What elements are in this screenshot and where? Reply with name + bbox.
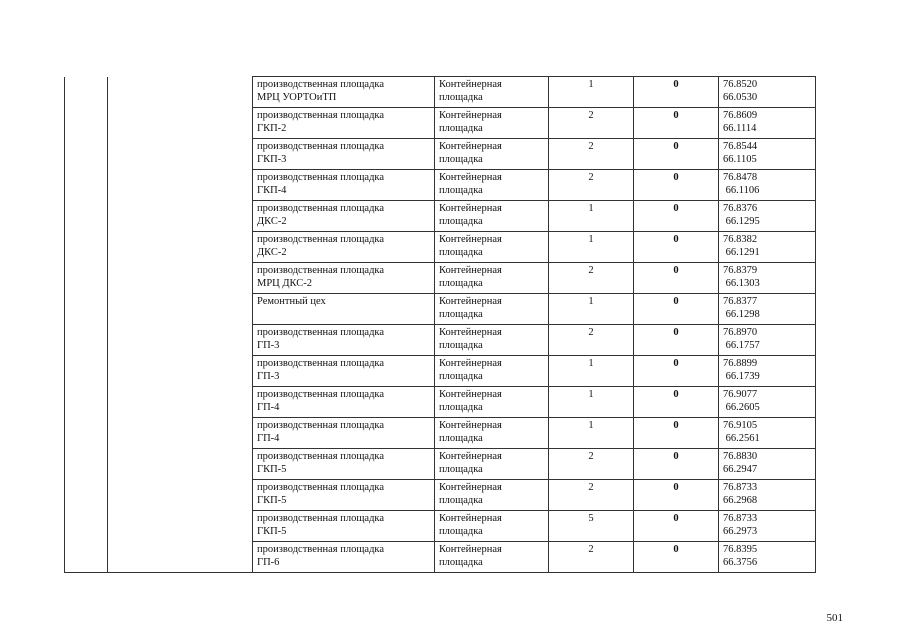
site-type-cell <box>435 387 549 418</box>
site-name-cell <box>253 480 435 511</box>
site-name-line: ДКС-2 <box>257 247 287 258</box>
waste-sites-table <box>64 76 816 573</box>
site-type-line: площадка <box>439 92 483 103</box>
site-name-line: МРЦ ДКС-2 <box>257 278 313 289</box>
empty-cell <box>108 201 253 232</box>
site-type-line: площадка <box>439 154 483 165</box>
coordinate-line: 66.1739 <box>723 371 760 382</box>
site-type-cell <box>435 201 549 232</box>
table-row <box>65 542 816 573</box>
empty-cell <box>108 542 253 573</box>
table-row <box>65 139 816 170</box>
coordinates-cell <box>719 449 816 480</box>
site-type-cell <box>435 294 549 325</box>
table-row <box>65 418 816 449</box>
coordinate-line: 66.1303 <box>723 278 760 289</box>
site-type-cell <box>435 449 549 480</box>
table-row <box>65 480 816 511</box>
empty-cell <box>108 294 253 325</box>
empty-cell <box>65 170 108 201</box>
coordinate-line: 76.8520 <box>723 79 758 90</box>
coordinate-line: 66.2605 <box>723 402 760 413</box>
site-type-cell <box>435 356 549 387</box>
table-row <box>65 170 816 201</box>
site-type-line: Контейнерная <box>439 234 502 245</box>
zero-value-cell: 0 <box>634 294 719 325</box>
zero-value-cell: 0 <box>634 170 719 201</box>
empty-cell <box>65 201 108 232</box>
site-type-line: площадка <box>439 123 483 134</box>
site-name-line: производственная площадка <box>257 234 385 245</box>
site-name-line: ГП-6 <box>257 557 280 568</box>
site-name-line: производственная площадка <box>257 358 385 369</box>
empty-cell <box>108 511 253 542</box>
site-name-cell <box>253 201 435 232</box>
empty-cell <box>65 232 108 263</box>
zero-value-cell: 0 <box>634 449 719 480</box>
site-name-line: ДКС-2 <box>257 216 287 227</box>
site-type-line: Контейнерная <box>439 420 502 431</box>
table-row <box>65 201 816 232</box>
empty-cell <box>108 108 253 139</box>
empty-cell <box>65 108 108 139</box>
coordinates-cell <box>719 325 816 356</box>
site-name-cell <box>253 77 435 108</box>
coordinate-line: 66.1298 <box>723 309 760 320</box>
site-name-line: ГП-4 <box>257 433 280 444</box>
zero-value-cell: 0 <box>634 480 719 511</box>
coordinate-line: 76.9105 <box>723 420 758 431</box>
site-name-line: производственная площадка <box>257 389 385 400</box>
site-name-line: производственная площадка <box>257 482 385 493</box>
zero-value-cell: 0 <box>634 201 719 232</box>
zero-value-cell: 0 <box>634 139 719 170</box>
coordinates-cell <box>719 418 816 449</box>
site-type-line: площадка <box>439 433 483 444</box>
site-name-cell <box>253 325 435 356</box>
site-type-line: площадка <box>439 402 483 413</box>
site-type-cell <box>435 263 549 294</box>
site-name-cell <box>253 139 435 170</box>
site-type-cell <box>435 170 549 201</box>
zero-value-cell: 0 <box>634 511 719 542</box>
site-type-cell <box>435 232 549 263</box>
site-type-line: Контейнерная <box>439 451 502 462</box>
container-count-cell: 2 <box>549 480 634 511</box>
zero-value-cell: 0 <box>634 77 719 108</box>
site-type-line: Контейнерная <box>439 389 502 400</box>
site-type-line: площадка <box>439 185 483 196</box>
site-type-line: Контейнерная <box>439 327 502 338</box>
empty-cell <box>108 325 253 356</box>
coordinate-line: 66.2947 <box>723 464 758 475</box>
site-name-cell <box>253 170 435 201</box>
container-count-cell: 1 <box>549 356 634 387</box>
table-row <box>65 511 816 542</box>
table-row <box>65 232 816 263</box>
page-number: 501 <box>826 612 843 624</box>
zero-value-cell: 0 <box>634 387 719 418</box>
coordinate-line: 76.8733 <box>723 513 758 524</box>
container-count-cell: 2 <box>549 263 634 294</box>
site-name-line: производственная площадка <box>257 513 385 524</box>
coordinates-cell <box>719 356 816 387</box>
zero-value-cell: 0 <box>634 542 719 573</box>
empty-cell <box>108 139 253 170</box>
coordinate-line: 66.1295 <box>723 216 760 227</box>
container-count-cell: 2 <box>549 542 634 573</box>
coordinates-cell <box>719 263 816 294</box>
empty-cell <box>108 232 253 263</box>
site-type-line: площадка <box>439 464 483 475</box>
empty-cell <box>65 139 108 170</box>
site-type-cell <box>435 542 549 573</box>
site-name-line: производственная площадка <box>257 141 385 152</box>
container-count-cell: 1 <box>549 232 634 263</box>
site-type-line: Контейнерная <box>439 296 502 307</box>
empty-cell <box>108 480 253 511</box>
site-type-line: Контейнерная <box>439 203 502 214</box>
site-name-cell <box>253 418 435 449</box>
site-name-line: производственная площадка <box>257 420 385 431</box>
site-type-line: площадка <box>439 309 483 320</box>
site-type-cell <box>435 139 549 170</box>
site-name-line: Ремонтный цех <box>257 296 326 307</box>
container-count-cell: 2 <box>549 170 634 201</box>
empty-cell <box>65 418 108 449</box>
container-count-cell: 2 <box>549 325 634 356</box>
site-name-line: производственная площадка <box>257 79 385 90</box>
site-type-line: Контейнерная <box>439 482 502 493</box>
empty-cell <box>65 542 108 573</box>
coordinate-line: 66.2973 <box>723 526 758 537</box>
site-name-line: ГКП-2 <box>257 123 287 134</box>
site-type-line: площадка <box>439 340 483 351</box>
site-name-cell <box>253 449 435 480</box>
coordinate-line: 76.8376 <box>723 203 758 214</box>
zero-value-cell: 0 <box>634 263 719 294</box>
coordinates-cell <box>719 108 816 139</box>
table-row <box>65 356 816 387</box>
site-type-cell <box>435 77 549 108</box>
site-type-cell <box>435 511 549 542</box>
coordinates-cell <box>719 542 816 573</box>
site-name-cell <box>253 108 435 139</box>
coordinate-line: 66.2561 <box>723 433 760 444</box>
site-type-line: площадка <box>439 371 483 382</box>
empty-cell <box>108 418 253 449</box>
empty-cell <box>65 480 108 511</box>
site-type-line: Контейнерная <box>439 172 502 183</box>
site-name-cell <box>253 263 435 294</box>
empty-cell <box>108 356 253 387</box>
coordinate-line: 76.8478 <box>723 172 758 183</box>
site-name-line: МРЦ УОРТОиТП <box>257 92 337 103</box>
site-type-line: Контейнерная <box>439 141 502 152</box>
site-type-line: площадка <box>439 247 483 258</box>
site-type-line: Контейнерная <box>439 513 502 524</box>
coordinate-line: 76.8733 <box>723 482 758 493</box>
site-type-line: Контейнерная <box>439 265 502 276</box>
coordinate-line: 76.8970 <box>723 327 758 338</box>
empty-cell <box>108 449 253 480</box>
table-row <box>65 108 816 139</box>
coordinate-line: 66.1105 <box>723 154 757 165</box>
site-name-cell <box>253 542 435 573</box>
site-type-line: Контейнерная <box>439 544 502 555</box>
site-name-line: ГКП-5 <box>257 464 287 475</box>
coordinates-cell <box>719 77 816 108</box>
table-body <box>65 77 816 573</box>
coordinate-line: 76.8377 <box>723 296 758 307</box>
table-row <box>65 387 816 418</box>
coordinates-cell <box>719 511 816 542</box>
site-name-line: производственная площадка <box>257 203 385 214</box>
site-type-line: площадка <box>439 495 483 506</box>
empty-cell <box>65 294 108 325</box>
table-row <box>65 77 816 108</box>
empty-cell <box>65 263 108 294</box>
empty-cell <box>108 170 253 201</box>
coordinates-cell <box>719 201 816 232</box>
coordinate-line: 76.8379 <box>723 265 758 276</box>
coordinate-line: 66.0530 <box>723 92 758 103</box>
empty-cell <box>65 356 108 387</box>
coordinate-line: 76.8382 <box>723 234 758 245</box>
site-name-cell <box>253 387 435 418</box>
site-type-line: площадка <box>439 216 483 227</box>
coordinate-line: 66.1114 <box>723 123 757 134</box>
site-type-cell <box>435 480 549 511</box>
coordinates-cell <box>719 139 816 170</box>
coordinate-line: 76.8830 <box>723 451 758 462</box>
site-name-line: производственная площадка <box>257 327 385 338</box>
empty-cell <box>108 263 253 294</box>
container-count-cell: 1 <box>549 201 634 232</box>
empty-cell <box>108 77 253 108</box>
coordinates-cell <box>719 480 816 511</box>
table-row <box>65 449 816 480</box>
container-count-cell: 1 <box>549 294 634 325</box>
empty-cell <box>65 449 108 480</box>
site-name-line: производственная площадка <box>257 110 385 121</box>
table-row <box>65 263 816 294</box>
site-name-cell <box>253 294 435 325</box>
site-type-line: Контейнерная <box>439 79 502 90</box>
zero-value-cell: 0 <box>634 418 719 449</box>
site-name-line: производственная площадка <box>257 451 385 462</box>
zero-value-cell: 0 <box>634 356 719 387</box>
table-row <box>65 294 816 325</box>
coordinate-line: 66.1106 <box>723 185 760 196</box>
container-count-cell: 2 <box>549 449 634 480</box>
site-name-line: ГКП-4 <box>257 185 287 196</box>
coordinate-line: 66.1291 <box>723 247 760 258</box>
empty-cell <box>65 77 108 108</box>
container-count-cell: 1 <box>549 77 634 108</box>
site-name-line: производственная площадка <box>257 265 385 276</box>
container-count-cell: 5 <box>549 511 634 542</box>
site-type-line: площадка <box>439 557 483 568</box>
container-count-cell: 1 <box>549 387 634 418</box>
coordinates-cell <box>719 387 816 418</box>
empty-cell <box>65 511 108 542</box>
site-name-line: ГКП-5 <box>257 495 287 506</box>
zero-value-cell: 0 <box>634 108 719 139</box>
site-name-cell <box>253 232 435 263</box>
site-name-cell <box>253 511 435 542</box>
table-row <box>65 325 816 356</box>
empty-cell <box>65 325 108 356</box>
coordinate-line: 66.1757 <box>723 340 760 351</box>
coordinate-line: 76.9077 <box>723 389 758 400</box>
site-name-line: ГП-4 <box>257 402 280 413</box>
site-name-line: ГП-3 <box>257 371 280 382</box>
site-name-line: производственная площадка <box>257 544 385 555</box>
coordinates-cell <box>719 170 816 201</box>
site-type-cell <box>435 325 549 356</box>
site-name-line: ГКП-3 <box>257 154 287 165</box>
coordinate-line: 76.8609 <box>723 110 758 121</box>
site-type-line: Контейнерная <box>439 358 502 369</box>
site-type-line: площадка <box>439 526 483 537</box>
site-name-line: производственная площадка <box>257 172 385 183</box>
coordinate-line: 66.3756 <box>723 557 758 568</box>
site-type-cell <box>435 418 549 449</box>
coordinate-line: 76.8899 <box>723 358 758 369</box>
site-type-line: Контейнерная <box>439 110 502 121</box>
coordinates-cell <box>719 232 816 263</box>
coordinate-line: 76.8395 <box>723 544 758 555</box>
container-count-cell: 2 <box>549 108 634 139</box>
site-name-line: ГКП-5 <box>257 526 287 537</box>
zero-value-cell: 0 <box>634 232 719 263</box>
container-count-cell: 2 <box>549 139 634 170</box>
coordinates-cell <box>719 294 816 325</box>
site-type-cell <box>435 108 549 139</box>
zero-value-cell: 0 <box>634 325 719 356</box>
empty-cell <box>108 387 253 418</box>
site-type-line: площадка <box>439 278 483 289</box>
container-count-cell: 1 <box>549 418 634 449</box>
empty-cell <box>65 387 108 418</box>
site-name-line: ГП-3 <box>257 340 280 351</box>
site-name-cell <box>253 356 435 387</box>
coordinate-line: 76.8544 <box>723 141 758 152</box>
coordinate-line: 66.2968 <box>723 495 758 506</box>
